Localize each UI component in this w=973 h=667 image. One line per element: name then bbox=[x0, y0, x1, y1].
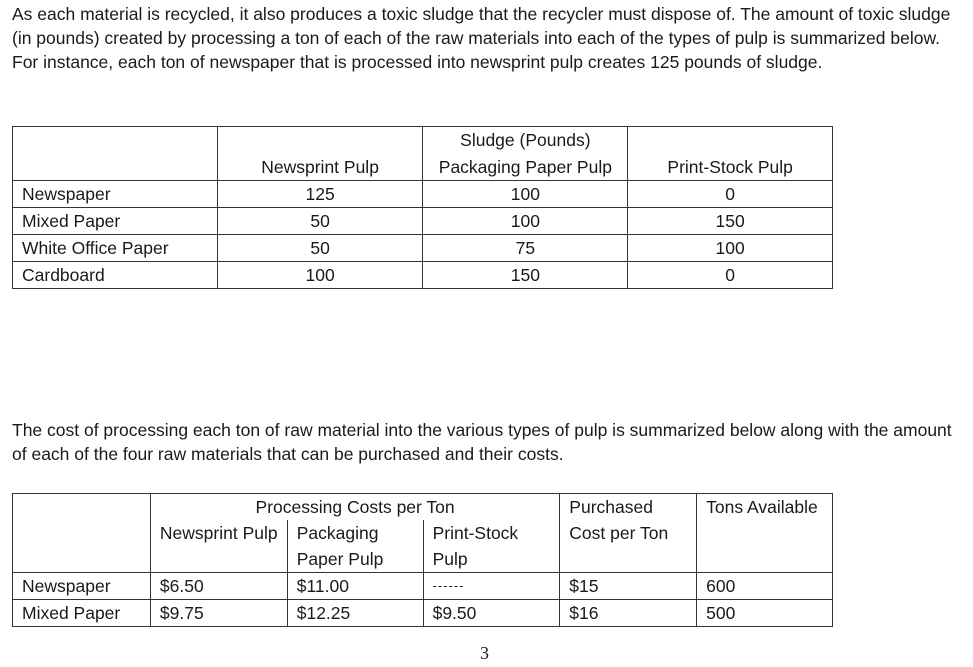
table-cell: 0 bbox=[628, 262, 833, 289]
row-label: Cardboard bbox=[13, 262, 218, 289]
table-row bbox=[13, 235, 833, 262]
table-cell: 100 bbox=[628, 235, 833, 262]
table-cell: 75 bbox=[423, 235, 628, 262]
cost-col-header: Packaging Paper Pulp bbox=[287, 520, 423, 573]
sludge-col-header: Newsprint Pulp bbox=[217, 154, 423, 181]
sludge-col-header: Packaging Paper Pulp bbox=[423, 154, 628, 181]
table-cell: $9.75 bbox=[150, 600, 287, 627]
cost-col-header: Newsprint Pulp bbox=[150, 520, 287, 573]
row-label: Mixed Paper bbox=[13, 208, 218, 235]
table-cell: 500 bbox=[697, 600, 833, 627]
table-cell: 100 bbox=[423, 208, 628, 235]
table-cell: $15 bbox=[560, 573, 697, 600]
table-cell: 100 bbox=[217, 262, 423, 289]
cost-table bbox=[12, 493, 833, 627]
table-cell: 600 bbox=[697, 573, 833, 600]
table-cell: $6.50 bbox=[150, 573, 287, 600]
table-cell: 0 bbox=[628, 181, 833, 208]
sludge-col-header: Print-Stock Pulp bbox=[628, 154, 833, 181]
row-label: White Office Paper bbox=[13, 235, 218, 262]
table-cell: $16 bbox=[560, 600, 697, 627]
table-cell: 150 bbox=[423, 262, 628, 289]
tons-available-header: Tons Available bbox=[697, 494, 833, 573]
cost-paragraph: The cost of processing each ton of raw material into the various types of pulp is summarized below along with the amount of each of the four raw materials that can be purchased and their costs. bbox=[12, 420, 952, 464]
table-cell: $12.25 bbox=[287, 600, 423, 627]
intro-paragraph: As each material is recycled, it also produces a toxic sludge that the recycler must dispose of. The amount of toxic sludge (in pounds) created by processing a ton of each of the raw materials into each of the types of pulp is summarized below. For instance, each ton of newspaper that is processed into newsprint pulp creates 125 pounds of sludge. bbox=[12, 4, 951, 72]
table-row bbox=[13, 262, 833, 289]
sludge-header-blank bbox=[13, 127, 218, 155]
table-row bbox=[13, 208, 833, 235]
row-label: Newspaper bbox=[13, 573, 151, 600]
sludge-table bbox=[12, 126, 833, 289]
table-cell: 50 bbox=[217, 235, 423, 262]
table-cell: $9.50 bbox=[423, 600, 560, 627]
row-label: Newspaper bbox=[13, 181, 218, 208]
table-cell: 125 bbox=[217, 181, 423, 208]
purchased-cost-header: Purchased Cost per Ton bbox=[560, 494, 697, 573]
table-cell: ------ bbox=[423, 573, 560, 600]
cost-col-header: Print-Stock Pulp bbox=[423, 520, 560, 573]
row-label: Mixed Paper bbox=[13, 600, 151, 627]
table-cell: 150 bbox=[628, 208, 833, 235]
table-cell: 50 bbox=[217, 208, 423, 235]
table-cell: 100 bbox=[423, 181, 628, 208]
table-row bbox=[13, 600, 833, 627]
table-row bbox=[13, 573, 833, 600]
table-cell: $11.00 bbox=[287, 573, 423, 600]
page-number: 3 bbox=[480, 643, 489, 663]
sludge-group-header: Sludge (Pounds) bbox=[423, 127, 628, 155]
table-row bbox=[13, 181, 833, 208]
cost-group-header: Processing Costs per Ton bbox=[150, 494, 559, 521]
